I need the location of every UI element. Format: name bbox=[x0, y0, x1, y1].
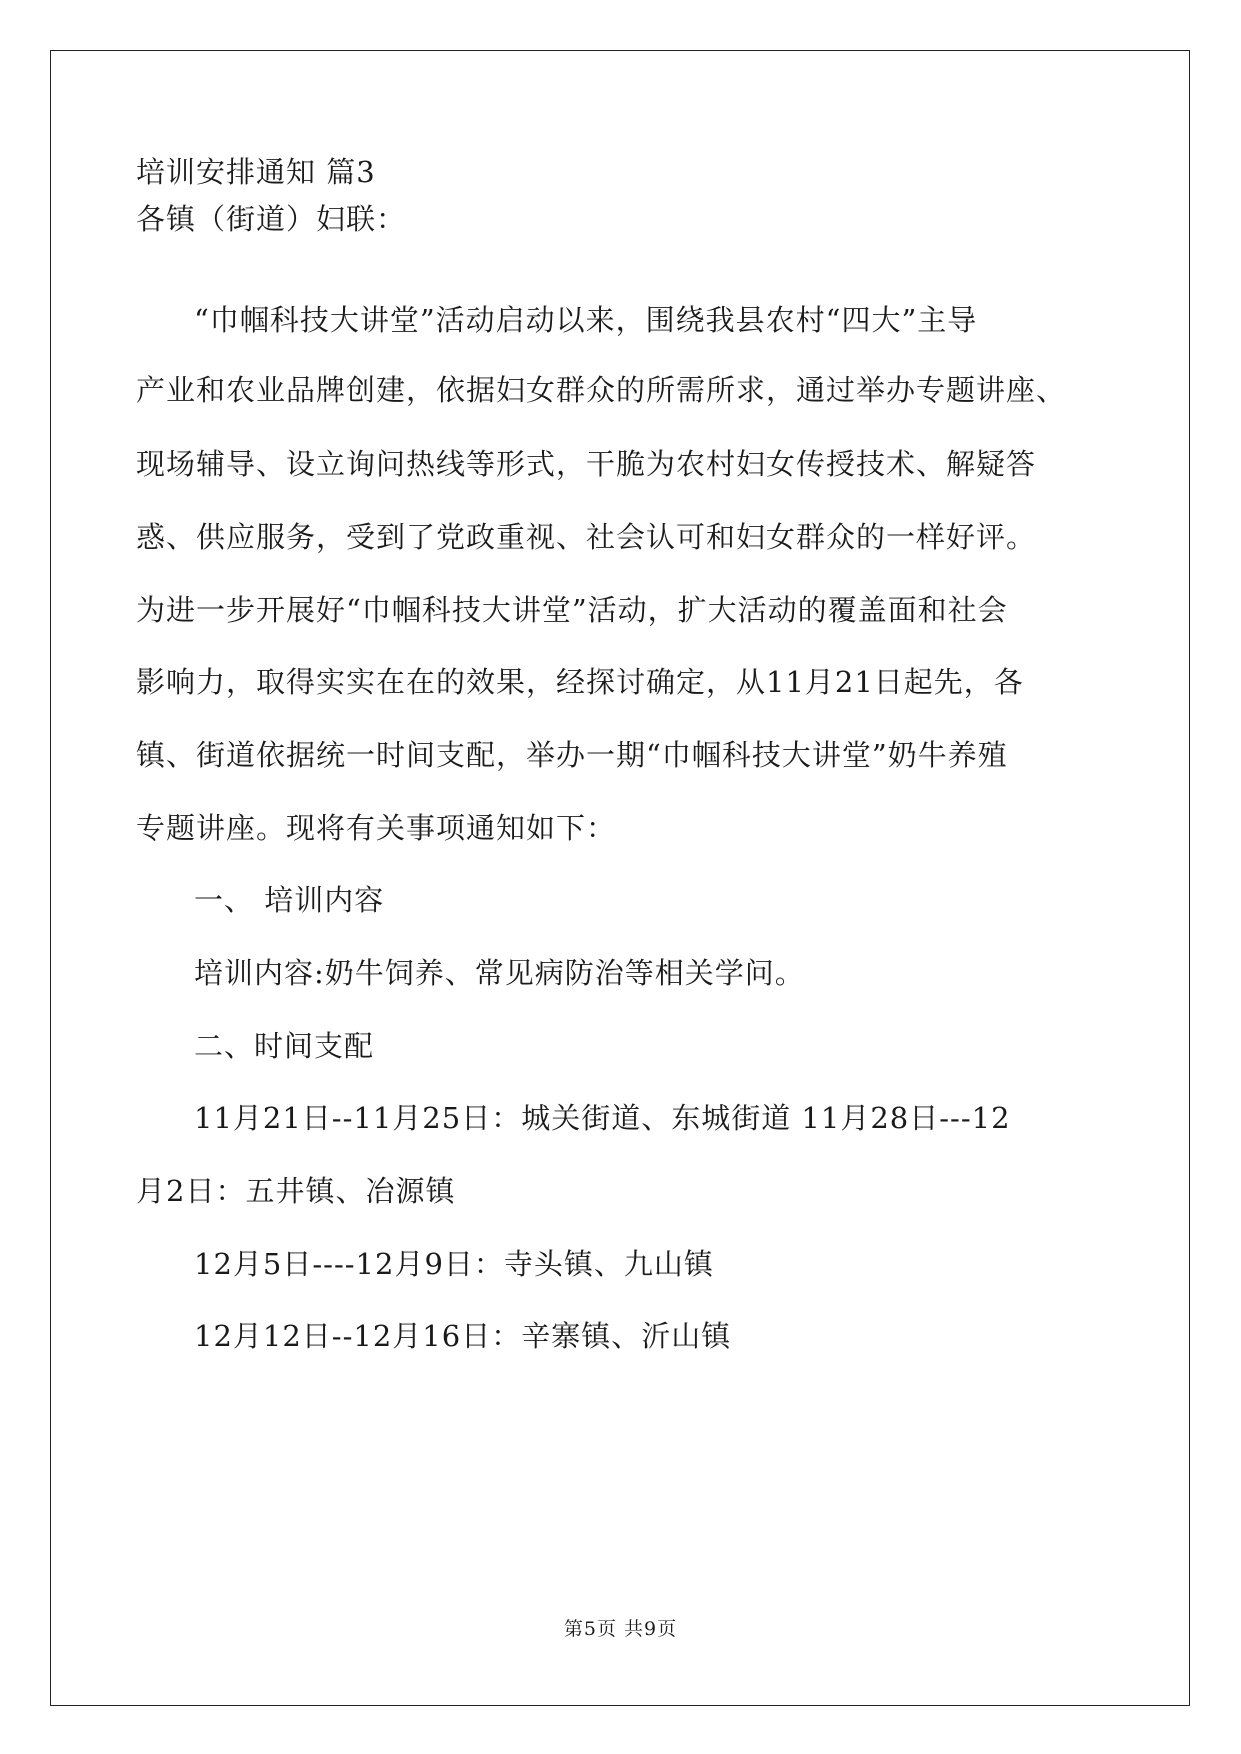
salutation: 各镇（街道）妇联： bbox=[136, 202, 407, 236]
paragraph-line: 惑、供应服务，受到了党政重视、社会认可和妇女群众的一样好评。 bbox=[136, 520, 1037, 554]
schedule-line: 月2日：五井镇、冶源镇 bbox=[136, 1174, 456, 1208]
schedule-line: 12月5日----12月9日：寺头镇、九山镇 bbox=[194, 1247, 714, 1281]
schedule-line: 12月12日--12月16日：辛寨镇、沂山镇 bbox=[194, 1319, 732, 1353]
training-content-text: 培训内容:奶牛饲养、常见病防治等相关学问。 bbox=[194, 956, 805, 990]
page-number-footer: 第5页 共9页 bbox=[563, 1618, 678, 1640]
paragraph-line: 产业和农业品牌创建，依据妇女群众的所需所求，通过举办专题讲座、 bbox=[136, 373, 1067, 407]
page-border bbox=[50, 50, 1190, 1706]
section-heading-training-content: 一、 培训内容 bbox=[194, 883, 385, 917]
paragraph-line: “巾帼科技大讲堂”活动启动以来，围绕我县农村“四大”主导 bbox=[194, 303, 978, 337]
paragraph-line: 为进一步开展好“巾帼科技大讲堂”活动，扩大活动的覆盖面和社会 bbox=[136, 593, 1008, 627]
paragraph-line: 现场辅导、设立询问热线等形式，干脆为农村妇女传授技术、解疑答 bbox=[136, 447, 1037, 481]
paragraph-line: 镇、街道依据统一时间支配，举办一期“巾帼科技大讲堂”奶牛养殖 bbox=[136, 738, 1008, 772]
document-title: 培训安排通知 篇3 bbox=[136, 155, 376, 189]
section-heading-schedule: 二、时间支配 bbox=[194, 1029, 375, 1063]
schedule-line: 11月21日--11月25日：城关街道、东城街道 11月28日---12 bbox=[194, 1101, 1011, 1135]
paragraph-line: 专题讲座。现将有关事项通知如下： bbox=[136, 811, 617, 845]
paragraph-line: 影响力，取得实实在在的效果，经探讨确定，从11月21日起先，各 bbox=[136, 665, 1024, 699]
